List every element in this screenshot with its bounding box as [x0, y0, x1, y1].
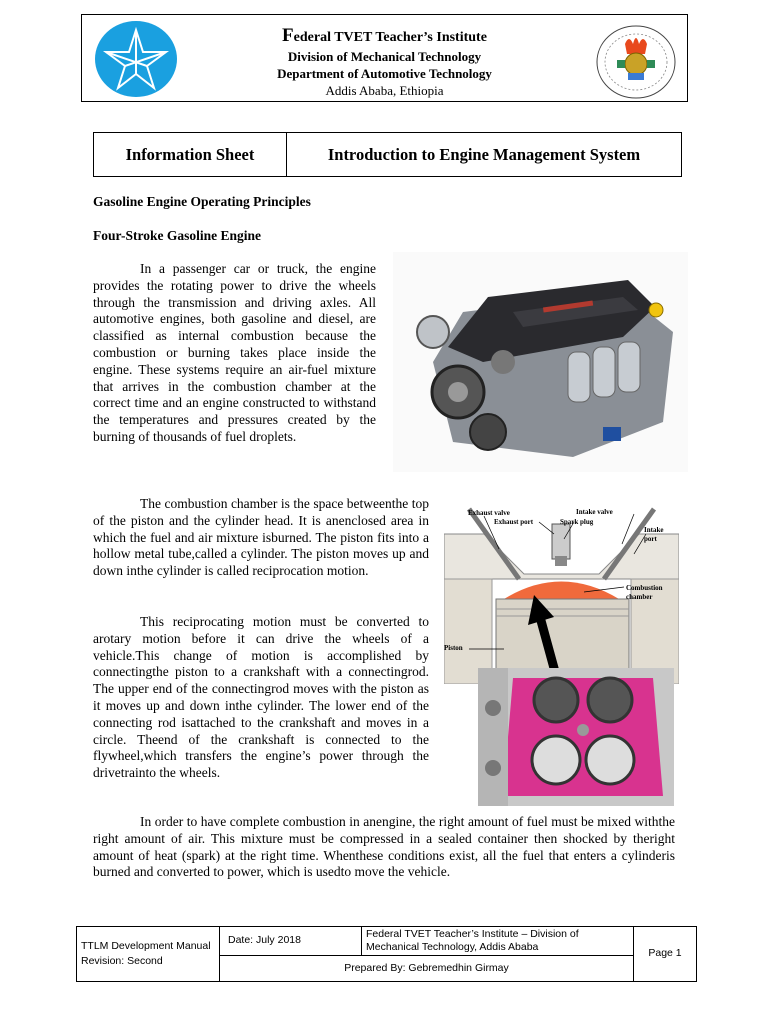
info-sheet-title: Introduction to Engine Management System: [327, 144, 641, 164]
label-exhaust-valve: Exhaust valve: [468, 509, 510, 517]
label-intake-valve: Intake valve: [576, 508, 613, 516]
footer-prepared-by: Prepared By: Gebremedhin Girmay: [220, 956, 634, 981]
label-piston: Piston: [444, 644, 463, 652]
information-sheet-box: [93, 132, 682, 177]
footer-institute: Federal TVET Teacher’s Institute – Division of Mechanical Technology, Addis Ababa: [362, 927, 634, 956]
footer-page-number: Page 1: [648, 947, 682, 959]
document-footer: [76, 926, 697, 982]
label-exhaust-port: Exhaust port: [494, 518, 534, 526]
paragraph-complete-combustion: In order to have complete combustion in anengine, the right amount of fuel must be mixed withthe right amount of air. This mixture must be compressed in a sealed container then shocked by theright amount of heat (spark) at the right time. Whenthese conditions exist, all the fuel that enters a cylinderis burned and converted to power, which is usedto move the vehicle.: [93, 814, 675, 880]
footer-manual: TTLM Development Manual: [81, 940, 211, 952]
paragraph-engine-intro: In a passenger car or truck, the engine provides the rotating power to drive the wheels through the transmission and driving axles. All automotive engines, both gasoline and diesel, are classified as internal combustion because the combustion or burning takes place inside the engine. These systems require an air-fuel mixture that arrives in the combustion chamber at the correct time and an engine constructed to withstand the temperatures and pressures created by the burning of thousands of fuel droplets.: [93, 261, 376, 444]
label-intake-port: Intake port: [644, 526, 664, 543]
subsection-heading: Four-Stroke Gasoline Engine: [93, 228, 262, 243]
v8-engine-image: [393, 252, 688, 472]
section-heading: Gasoline Engine Operating Principles: [93, 194, 311, 209]
institute-title: Federal TVET Teacher’s Institute: [282, 25, 487, 46]
footer-revision: Revision: Second: [81, 955, 163, 967]
footer-date: Date: July 2018: [220, 927, 362, 956]
paragraph-combustion-chamber: The combustion chamber is the space betweenthe top of the piston and the cylinder head. It is anenclosed area in which the fuel and air mixture isburned. The piston fits into a hollow metal tube,called a cylinder. The piston moves up and down inthe cylinder is called reciprocation motion.: [93, 496, 429, 579]
star-emblem-icon: [93, 20, 179, 98]
department-name: Department of Automotive Technology: [277, 66, 492, 81]
info-sheet-label: Information Sheet: [94, 133, 287, 176]
paragraph-reciprocating-motion: This reciprocating motion must be converted to arotary motion before it can drive the wheels of a vehicle.This change of motion is accomplished by connectingthe piston to a crankshaft with a connectingrod. The upper end of the connectingrod moves with the piston as it moves up and down inthe cylinder. The lower end of the connecting rod isattached to the crankshaft and moves in a circle. Theend of the crankshaft is connected to the flywheel,which transfers the engine’s power through the drivetrainto the wheels.: [93, 614, 429, 781]
footer-manual-cell: [77, 927, 220, 981]
division-name: Division of Mechanical Technology: [287, 49, 482, 64]
cylinder-head-photo: [478, 668, 674, 806]
label-spark-plug: Spark plug: [560, 518, 594, 526]
label-combustion-chamber: Combustion chamber: [626, 584, 663, 601]
institute-seal-icon: [595, 24, 677, 100]
location: Addis Ababa, Ethiopia: [325, 83, 444, 98]
